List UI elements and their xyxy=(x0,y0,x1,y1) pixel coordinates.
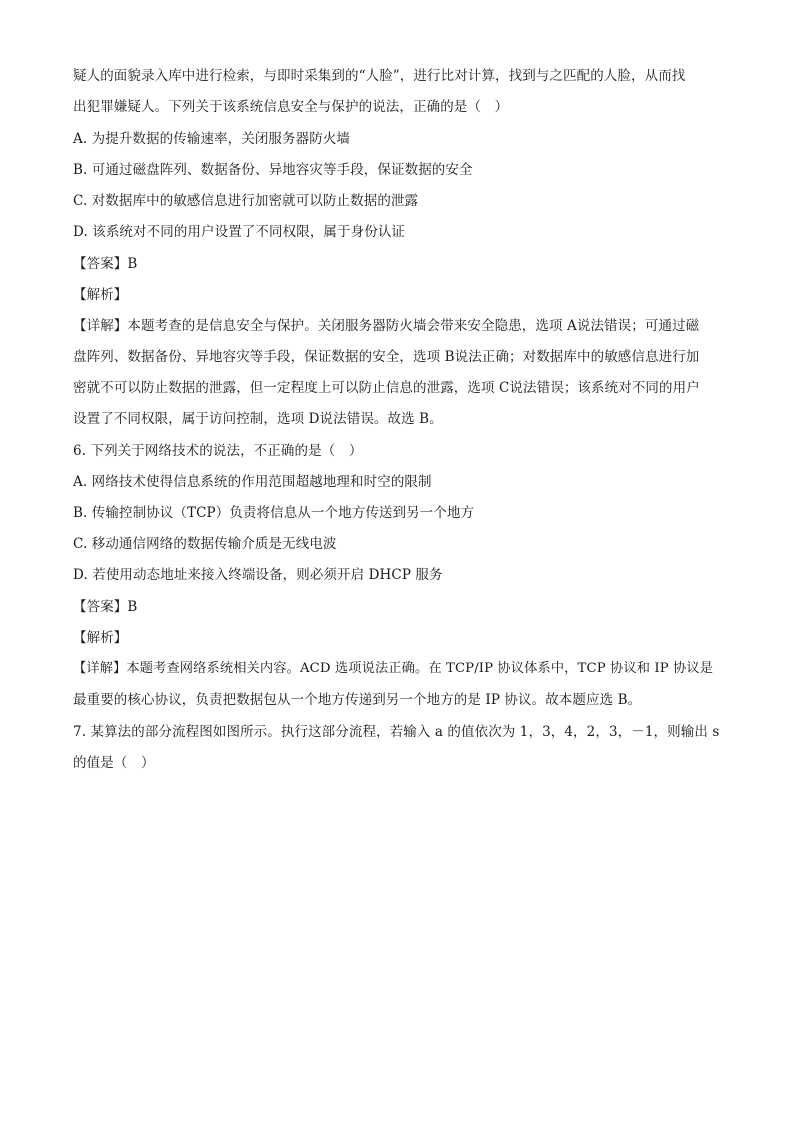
q6-option-c: C. 移动通信网络的数据传输介质是无线电波 xyxy=(73,536,337,552)
q6-detail-line-2: 最重要的核心协议，负责把数据包从一个地方传递到另一个地方的是 IP 协议。故本题应选 B。 xyxy=(73,692,642,708)
q5-detail-line-4: 设置了不同权限，属于访问控制，选项 D说法错误。故选 B。 xyxy=(73,411,443,427)
q5-stem-line-2: 出犯罪嫌疑人。下列关于该系统信息安全与保护的说法，正确的是（ ） xyxy=(73,99,509,115)
q6-option-a: A. 网络技术使得信息系统的作用范围超越地理和时空的限制 xyxy=(73,474,432,490)
q6-stem: 6. 下列关于网络技术的说法，不正确的是（ ） xyxy=(73,443,363,459)
q6-answer: 【答案】B xyxy=(73,599,138,615)
q6-analysis-label: 【解析】 xyxy=(73,630,128,646)
q7-stem-line-1: 7. 某算法的部分流程图如图所示。执行这部分流程，若输入 a 的值依次为 1，3，4，2，3，－1，则输出 s xyxy=(73,724,720,740)
q5-option-c: C. 对数据库中的敏感信息进行加密就可以防止数据的泄露 xyxy=(73,193,419,209)
q5-detail-line-2: 盘阵列、数据备份、异地容灾等手段，保证数据的安全，选项 B说法正确；对数据库中的敏感信息进行加 xyxy=(73,349,700,365)
q5-option-a: A. 为提升数据的传输速率，关闭服务器防火墙 xyxy=(73,131,351,147)
q5-stem-line-1: 疑人的面貌录入库中进行检索，与即时采集到的“人脸”，进行比对计算，找到与之匹配的人脸，从而找 xyxy=(73,68,686,84)
q5-answer: 【答案】B xyxy=(73,256,138,272)
q6-option-b: B. 传输控制协议（TCP）负责将信息从一个地方传送到另一个地方 xyxy=(73,505,475,521)
q5-analysis-label: 【解析】 xyxy=(73,287,128,303)
q5-option-d: D. 该系统对不同的用户设置了不同权限，属于身份认证 xyxy=(73,224,406,240)
q6-option-d: D. 若使用动态地址来接入终端设备，则必须开启 DHCP 服务 xyxy=(73,567,443,583)
q5-detail-line-3: 密就不可以防止数据的泄露，但一定程度上可以防止信息的泄露，选项 C说法错误；该系统对不同的用户 xyxy=(73,380,700,396)
q5-option-b: B. 可通过磁盘阵列、数据备份、异地容灾等手段，保证数据的安全 xyxy=(73,162,473,178)
q7-stem-line-2: 的值是（ ） xyxy=(73,755,155,771)
q5-detail-line-1: 【详解】本题考查的是信息安全与保护。关闭服务器防火墙会带来安全隐患，选项 A说法错误；可通过磁 xyxy=(73,318,700,334)
q6-detail-line-1: 【详解】本题考查网络系统相关内容。ACD 选项说法正确。在 TCP/IP 协议体系中，TCP 协议和 IP 协议是 xyxy=(73,661,714,676)
